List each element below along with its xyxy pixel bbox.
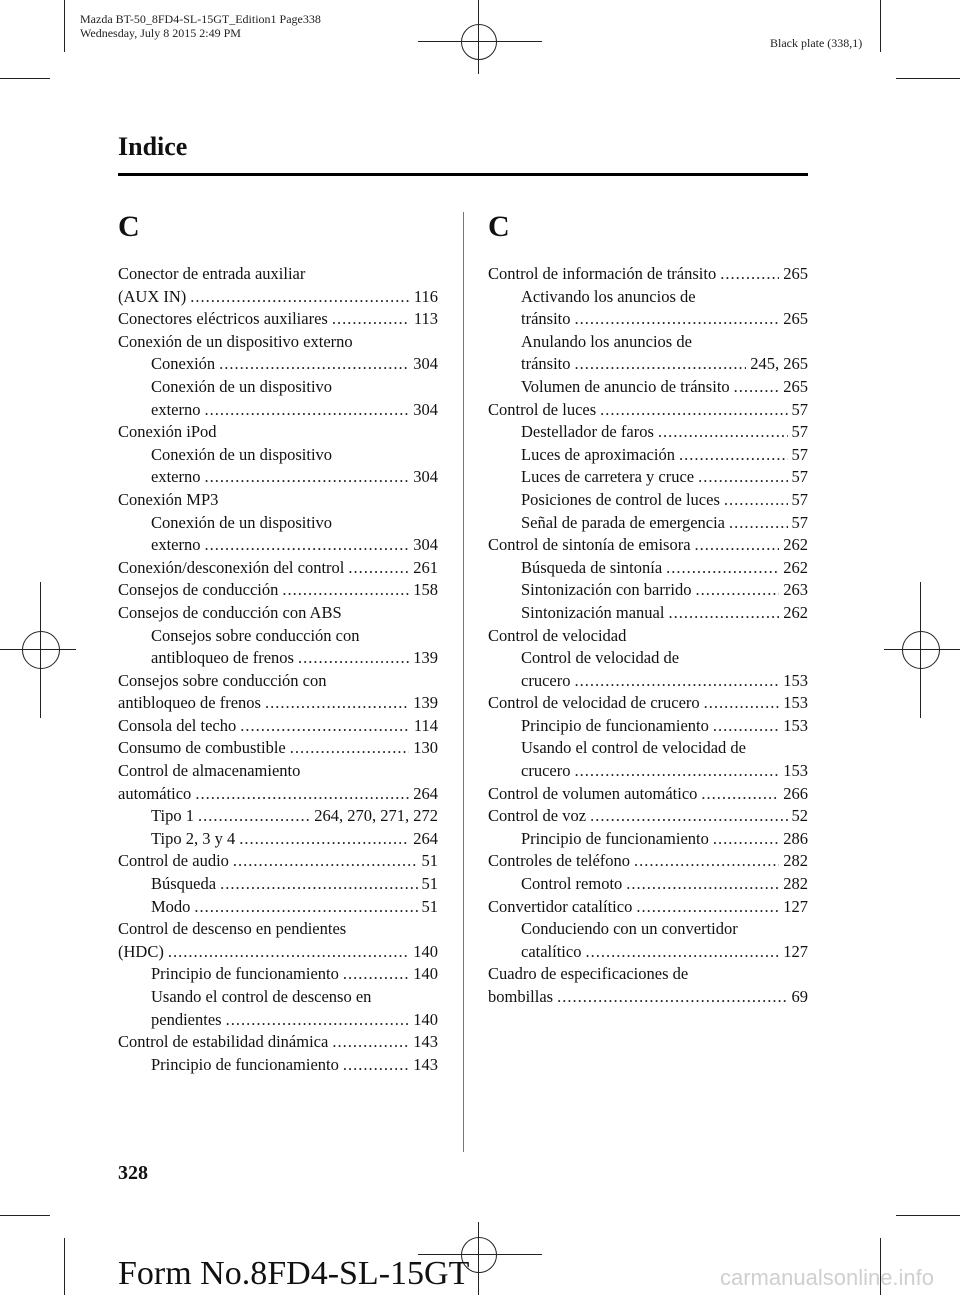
entry-term: pendientes [151, 1009, 222, 1029]
entry-term: Principio de funcionamiento [521, 828, 709, 848]
index-entry [118, 579, 438, 602]
entry-page: 57 [791, 399, 808, 419]
dot-leader [701, 783, 779, 806]
entry-page: 262 [783, 535, 808, 555]
index-entry [118, 1031, 438, 1054]
index-entry [118, 534, 438, 557]
dot-leader [590, 805, 787, 828]
plate-label: Black plate (338,1) [770, 36, 863, 50]
dot-leader [668, 602, 779, 625]
entry-term: Consejos sobre conducción con [118, 670, 327, 690]
dot-leader [204, 534, 409, 557]
dot-leader [557, 986, 787, 1009]
index-entry [118, 873, 438, 896]
index-entry [488, 828, 808, 851]
entry-term: Principio de funcionamiento [521, 715, 709, 735]
entry-page: 51 [421, 851, 438, 871]
dot-leader [332, 1031, 409, 1054]
index-entry [118, 850, 438, 873]
print-job-id: Mazda BT-50_8FD4-SL-15GT_Edition1 Page338 [80, 12, 321, 26]
entry-term: Control de descenso en pendientes [118, 919, 347, 939]
entry-term: Señal de parada de emergencia [521, 512, 726, 532]
index-entry [488, 353, 808, 376]
entry-term: Modo [151, 896, 191, 916]
entry-page: 116 [413, 286, 438, 306]
index-entry [488, 647, 808, 670]
dot-leader [575, 308, 780, 331]
index-entry [488, 444, 808, 467]
dot-leader [298, 647, 409, 670]
index-entry [118, 353, 438, 376]
entry-page: 57 [791, 467, 808, 487]
entry-term: Control de estabilidad dinámica [118, 1032, 329, 1052]
entry-term: automático [118, 783, 192, 803]
entry-page: 286 [783, 828, 808, 848]
entry-term: Tipo 2, 3 y 4 [151, 828, 236, 848]
left-index-list [118, 263, 438, 1076]
dot-leader [239, 828, 409, 851]
entry-term: Control de audio [118, 851, 229, 871]
entry-term: crucero [521, 761, 571, 781]
entry-page: 153 [783, 670, 808, 690]
entry-term: tránsito [521, 354, 571, 374]
index-entry [488, 918, 808, 941]
right-index-list [488, 263, 808, 1009]
index-entry [488, 850, 808, 873]
entry-term: Consejos sobre conducción con [151, 625, 360, 645]
entry-page: 266 [783, 783, 808, 803]
entry-page: 127 [783, 941, 808, 961]
dot-leader [233, 850, 418, 873]
entry-term: Luces de aproximación [521, 444, 675, 464]
dot-leader [195, 783, 409, 806]
entry-term: Activando los anuncios de [521, 286, 696, 306]
entry-term: Cuadro de especificaciones de [488, 964, 689, 984]
column-separator [463, 212, 464, 1152]
entry-page: 57 [791, 489, 808, 509]
index-entry [118, 1009, 438, 1032]
entry-page: 265 [783, 376, 808, 396]
entry-term: externo [151, 399, 201, 419]
index-entry [118, 421, 438, 444]
dot-leader [729, 512, 787, 535]
entry-page: 153 [783, 693, 808, 713]
entry-page: 140 [413, 964, 438, 984]
dot-leader [343, 1054, 409, 1077]
entry-term: Consumo de combustible [118, 738, 286, 758]
dot-leader [204, 466, 409, 489]
index-entry [488, 399, 808, 422]
entry-term: Convertidor catalítico [488, 896, 633, 916]
index-entry [488, 308, 808, 331]
index-entry [118, 647, 438, 670]
index-entry [118, 376, 438, 399]
entry-term: Destellador de faros [521, 422, 654, 442]
entry-page: 262 [783, 557, 808, 577]
dot-leader [290, 737, 410, 760]
left-letter-heading: C [118, 210, 140, 243]
entry-page: 261 [413, 557, 438, 577]
dot-leader [704, 692, 780, 715]
dot-leader [600, 399, 787, 422]
entry-page: 265 [783, 264, 808, 283]
dot-leader [626, 873, 779, 896]
entry-term: (HDC) [118, 941, 164, 961]
index-entry [488, 489, 808, 512]
entry-term: Control de almacenamiento [118, 761, 301, 781]
index-entry [118, 692, 438, 715]
entry-page: 304 [413, 467, 438, 487]
index-entry [118, 737, 438, 760]
entry-term: Búsqueda [151, 874, 217, 894]
entry-page: 245, 265 [750, 354, 808, 374]
dot-leader [220, 873, 417, 896]
section-title: Indice [118, 132, 188, 161]
index-entry [118, 444, 438, 467]
entry-term: Usando el control de descenso en [151, 987, 372, 1006]
index-entry [488, 670, 808, 693]
entry-page: 143 [413, 1054, 438, 1074]
index-entry [488, 625, 808, 648]
index-entry [488, 421, 808, 444]
entry-page: 264 [413, 828, 438, 848]
entry-page: 262 [783, 602, 808, 622]
page-number: 328 [118, 1162, 148, 1184]
entry-term: Sintonización con barrido [521, 580, 692, 600]
index-entry [488, 737, 808, 760]
dot-leader [574, 670, 779, 693]
entry-term: Anulando los anuncios de [521, 331, 692, 351]
index-entry [488, 466, 808, 489]
dot-leader [720, 263, 779, 286]
entry-term: externo [151, 535, 201, 555]
index-entry [118, 805, 438, 828]
entry-term: Control de volumen automático [488, 783, 698, 803]
entry-term: Sintonización manual [521, 602, 665, 622]
index-entry [488, 534, 808, 557]
watermark: carmanualsonline.info [720, 1265, 935, 1290]
entry-term: Conectores eléctricos auxiliares [118, 309, 328, 329]
entry-term: Conector de entrada auxiliar [118, 264, 306, 283]
index-entry [488, 873, 808, 896]
index-entry [118, 512, 438, 535]
entry-term: bombillas [488, 987, 554, 1006]
index-entry [118, 557, 438, 580]
entry-page: 69 [791, 987, 808, 1006]
entry-term: crucero [521, 670, 571, 690]
entry-term: Posiciones de control de luces [521, 489, 720, 509]
index-entry [488, 963, 808, 986]
entry-term: Conexión iPod [118, 422, 217, 442]
entry-page: 282 [783, 874, 808, 894]
entry-page: 304 [413, 354, 438, 374]
dot-leader [713, 828, 779, 851]
dot-leader [240, 715, 410, 738]
index-entry [488, 263, 808, 286]
dot-leader [658, 421, 788, 444]
entry-page: 264 [413, 783, 438, 803]
entry-term: Volumen de anuncio de tránsito [521, 376, 730, 396]
entry-term: Conexión de un dispositivo [151, 512, 333, 532]
form-number: Form No.8FD4-SL-15GT [118, 1255, 470, 1292]
right-letter-heading: C [488, 210, 510, 243]
entry-term: Conexión [151, 354, 216, 374]
dot-leader [219, 353, 409, 376]
entry-term: Tipo 1 [151, 806, 194, 826]
dot-leader [734, 376, 780, 399]
index-entry [118, 466, 438, 489]
dot-leader [695, 534, 780, 557]
entry-page: 139 [413, 693, 438, 713]
index-entry [118, 602, 438, 625]
index-entry [118, 715, 438, 738]
entry-page: 264, 270, 271, 272 [314, 806, 438, 826]
entry-page: 282 [783, 851, 808, 871]
entry-page: 140 [413, 1009, 438, 1029]
entry-term: externo [151, 467, 201, 487]
dot-leader [574, 760, 779, 783]
print-date: Wednesday, July 8 2015 2:49 PM [80, 26, 241, 40]
dot-leader [575, 353, 747, 376]
entry-page: 304 [413, 399, 438, 419]
entry-term: catalítico [521, 941, 582, 961]
index-entry [118, 760, 438, 783]
entry-term: Principio de funcionamiento [151, 1054, 339, 1074]
index-entry [488, 941, 808, 964]
dot-leader [666, 557, 779, 580]
dot-leader [265, 692, 409, 715]
index-entry [488, 715, 808, 738]
index-entry [488, 783, 808, 806]
index-entry [118, 783, 438, 806]
index-entry [118, 918, 438, 941]
entry-term: Control de velocidad [488, 625, 627, 645]
index-entry [118, 670, 438, 693]
dot-leader [226, 1009, 410, 1032]
index-entry [118, 963, 438, 986]
entry-term: Control de voz [488, 806, 587, 826]
index-entry [488, 286, 808, 309]
entry-term: antibloqueo de frenos [151, 648, 294, 668]
index-entry [488, 986, 808, 1009]
entry-page: 304 [413, 535, 438, 555]
entry-term: Control de velocidad de crucero [488, 693, 700, 713]
index-entry [118, 331, 438, 354]
entry-page: 263 [783, 580, 808, 600]
dot-leader [343, 963, 409, 986]
entry-page: 52 [791, 806, 808, 826]
index-entry [118, 896, 438, 919]
index-entry [488, 602, 808, 625]
dot-leader [348, 557, 409, 580]
index-entry [488, 579, 808, 602]
index-entry [118, 399, 438, 422]
index-entry [488, 692, 808, 715]
entry-term: Conduciendo con un convertidor [521, 919, 738, 939]
index-entry [488, 896, 808, 919]
entry-page: 158 [413, 580, 438, 600]
entry-term: Principio de funcionamiento [151, 964, 339, 984]
entry-term: Controles de teléfono [488, 851, 631, 871]
entry-page: 153 [783, 715, 808, 735]
entry-page: 139 [413, 648, 438, 668]
dot-leader [698, 466, 787, 489]
index-entry [118, 828, 438, 851]
entry-page: 140 [413, 941, 438, 961]
dot-leader [198, 805, 310, 828]
entry-term: (AUX IN) [118, 286, 187, 306]
index-entry [488, 557, 808, 580]
entry-term: Luces de carretera y cruce [521, 467, 695, 487]
entry-page: 57 [791, 512, 808, 532]
entry-page: 51 [421, 874, 438, 894]
index-entry [118, 625, 438, 648]
entry-term: Búsqueda de sintonía [521, 557, 663, 577]
entry-term: Consejos de conducción con ABS [118, 602, 342, 622]
entry-term: tránsito [521, 309, 571, 329]
entry-term: Conexión MP3 [118, 489, 219, 509]
dot-leader [332, 308, 410, 331]
entry-term: Consejos de conducción [118, 580, 279, 600]
title-rule [118, 173, 808, 176]
entry-page: 127 [783, 896, 808, 916]
dot-leader [713, 715, 779, 738]
dot-leader [724, 489, 788, 512]
dot-leader [204, 399, 409, 422]
dot-leader [190, 286, 410, 309]
index-entry [488, 805, 808, 828]
entry-page: 57 [791, 444, 808, 464]
index-entry [118, 308, 438, 331]
entry-term: Conexión de un dispositivo externo [118, 331, 353, 351]
dot-leader [194, 896, 417, 919]
dot-leader [168, 941, 409, 964]
entry-term: Conexión/desconexión del control [118, 557, 345, 577]
index-entry [488, 760, 808, 783]
entry-page: 265 [783, 309, 808, 329]
entry-term: Control de luces [488, 399, 597, 419]
index-entry [488, 512, 808, 535]
entry-term: Conexión de un dispositivo [151, 376, 333, 396]
entry-term: antibloqueo de frenos [118, 693, 261, 713]
dot-leader [679, 444, 788, 467]
index-entry [118, 489, 438, 512]
entry-term: Control de velocidad de [521, 648, 680, 668]
entry-page: 143 [413, 1032, 438, 1052]
index-entry [118, 263, 438, 286]
dot-leader [695, 579, 779, 602]
dot-leader [634, 850, 779, 873]
dot-leader [282, 579, 409, 602]
dot-leader [636, 896, 779, 919]
index-entry [488, 376, 808, 399]
entry-term: Conexión de un dispositivo [151, 444, 333, 464]
entry-page: 130 [413, 738, 438, 758]
entry-page: 57 [791, 422, 808, 442]
index-entry [488, 331, 808, 354]
index-entry [118, 986, 438, 1009]
entry-term: Control de sintonía de emisora [488, 535, 691, 555]
index-entry [118, 941, 438, 964]
dot-leader [585, 941, 779, 964]
entry-page: 51 [421, 896, 438, 916]
entry-term: Consola del techo [118, 715, 237, 735]
entry-term: Control de información de tránsito [488, 264, 717, 283]
index-entry [118, 1054, 438, 1077]
entry-term: Control remoto [521, 874, 623, 894]
entry-term: Usando el control de velocidad de [521, 738, 746, 758]
entry-page: 114 [413, 715, 438, 735]
index-entry [118, 286, 438, 309]
entry-page: 153 [783, 761, 808, 781]
entry-page: 113 [413, 309, 438, 329]
